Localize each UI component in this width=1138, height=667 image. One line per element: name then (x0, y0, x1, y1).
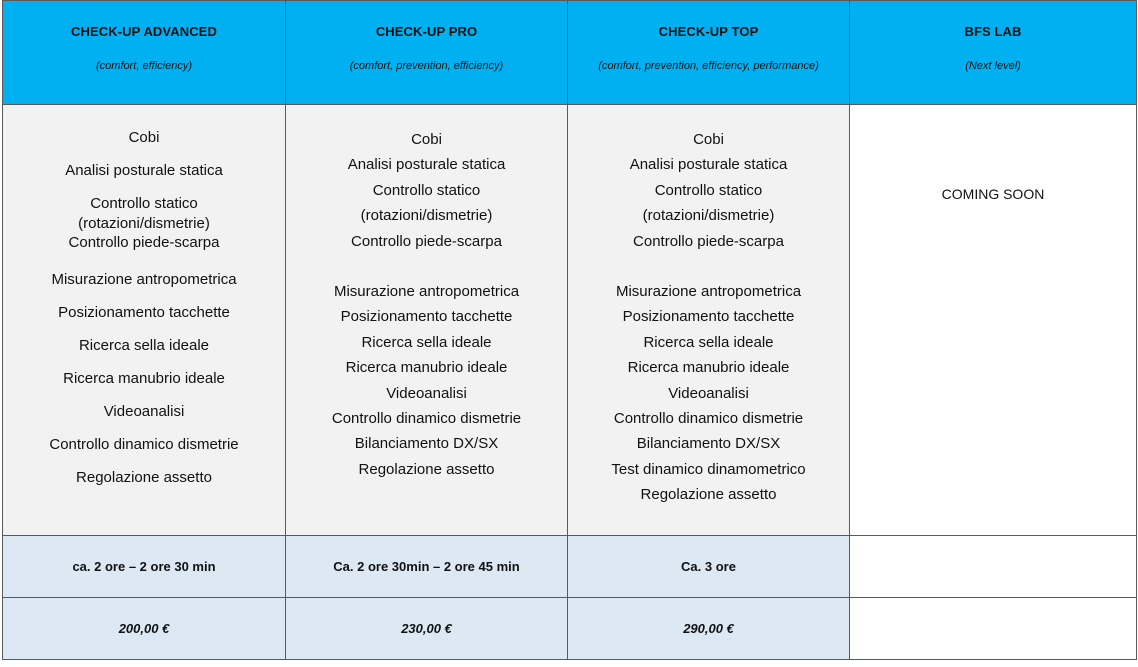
duration-advanced: ca. 2 ore – 2 ore 30 min (3, 536, 286, 598)
list-item: Controllo statico (372, 181, 481, 199)
list-item: Test dinamico dinamometrico (611, 460, 806, 478)
list-item: Cobi (411, 131, 442, 148)
plan-title-advanced: CHECK-UP ADVANCED (71, 24, 217, 39)
price-advanced: 200,00 € (3, 598, 286, 660)
list-item: Ricerca manubrio ideale (345, 359, 508, 377)
list-item: Analisi posturale statica (347, 156, 506, 174)
list-item: Controllo dinamico dismetrie (49, 436, 239, 453)
price-lab (850, 598, 1137, 660)
feature-list-pro (286, 105, 567, 482)
list-item: Regolazione assetto (358, 460, 495, 478)
list-item: (rotazioni/dismetrie) (360, 207, 493, 225)
list-item: Ricerca manubrio ideale (627, 359, 790, 377)
list-item: Ricerca sella ideale (643, 333, 774, 351)
list-item: Controllo statico (654, 181, 763, 199)
features-row (3, 105, 1137, 536)
list-item: Videoanalisi (103, 403, 185, 420)
list-item: Controllo piede-scarpa (633, 232, 784, 250)
features-top (568, 105, 850, 536)
price-row (3, 598, 1137, 660)
duration-pro: Ca. 2 ore 30min – 2 ore 45 min (286, 536, 568, 598)
list-item: Posizionamento tacchette (58, 304, 230, 321)
features-pro (286, 105, 568, 536)
list-item: Bilanciamento DX/SX (354, 435, 499, 453)
list-item: Regolazione assetto (76, 469, 212, 486)
plan-subtitle-pro: (comfort, prevention, efficiency) (349, 60, 504, 72)
plan-title-top: CHECK-UP TOP (658, 24, 759, 39)
list-item: Posizionamento tacchette (340, 308, 513, 326)
duration-row (3, 536, 1137, 598)
duration-lab (850, 536, 1137, 598)
list-item: Ricerca manubrio ideale (63, 370, 225, 387)
header-top (568, 1, 850, 105)
features-advanced (3, 105, 286, 536)
list-item: Analisi posturale statica (65, 162, 223, 179)
header-advanced (3, 1, 286, 105)
feature-list-advanced (3, 105, 285, 494)
price-top: 290,00 € (568, 598, 850, 660)
list-item: Controllo piede-scarpa (351, 232, 502, 250)
feature-list-top (568, 105, 849, 508)
list-item: Misurazione antropometrica (615, 283, 802, 301)
list-item: Controllo dinamico dismetrie (331, 410, 522, 428)
plan-title-pro: CHECK-UP PRO (375, 24, 478, 39)
header-lab (850, 1, 1137, 105)
list-item: Misurazione antropometrica (51, 271, 237, 288)
list-item-text: Controllo statico (rotazioni/dismetrie) (78, 195, 210, 232)
list-item: Ricerca sella ideale (361, 333, 492, 351)
list-item: Cobi (693, 131, 724, 148)
list-item: Controllo dinamico dismetrie (613, 410, 804, 428)
header-pro (286, 1, 568, 105)
plan-title-lab: BFS LAB (964, 24, 1022, 39)
list-item: Ricerca sella ideale (78, 337, 210, 354)
list-item: Bilanciamento DX/SX (636, 435, 781, 453)
list-item: Controllo piede-scarpa (68, 234, 220, 251)
list-item: Misurazione antropometrica (333, 283, 520, 301)
list-item: Posizionamento tacchette (622, 308, 795, 326)
list-item: Videoanalisi (386, 384, 467, 402)
plan-subtitle-top: (comfort, prevention, efficiency, performance) (598, 60, 819, 72)
plan-subtitle-advanced: (comfort, efficiency) (96, 60, 192, 72)
coming-soon-label: COMING SOON (941, 186, 1045, 202)
header-row (3, 1, 1137, 105)
features-lab (850, 105, 1137, 536)
list-item: Regolazione assetto (640, 486, 777, 504)
list-item: Cobi (128, 129, 160, 146)
plan-subtitle-lab: (Next level) (965, 60, 1021, 72)
pricing-table (2, 0, 1137, 660)
list-item: Analisi posturale statica (629, 156, 788, 174)
duration-top: Ca. 3 ore (568, 536, 850, 598)
price-pro: 230,00 € (286, 598, 568, 660)
list-item: (rotazioni/dismetrie) (642, 207, 775, 225)
list-item: Videoanalisi (668, 384, 749, 402)
